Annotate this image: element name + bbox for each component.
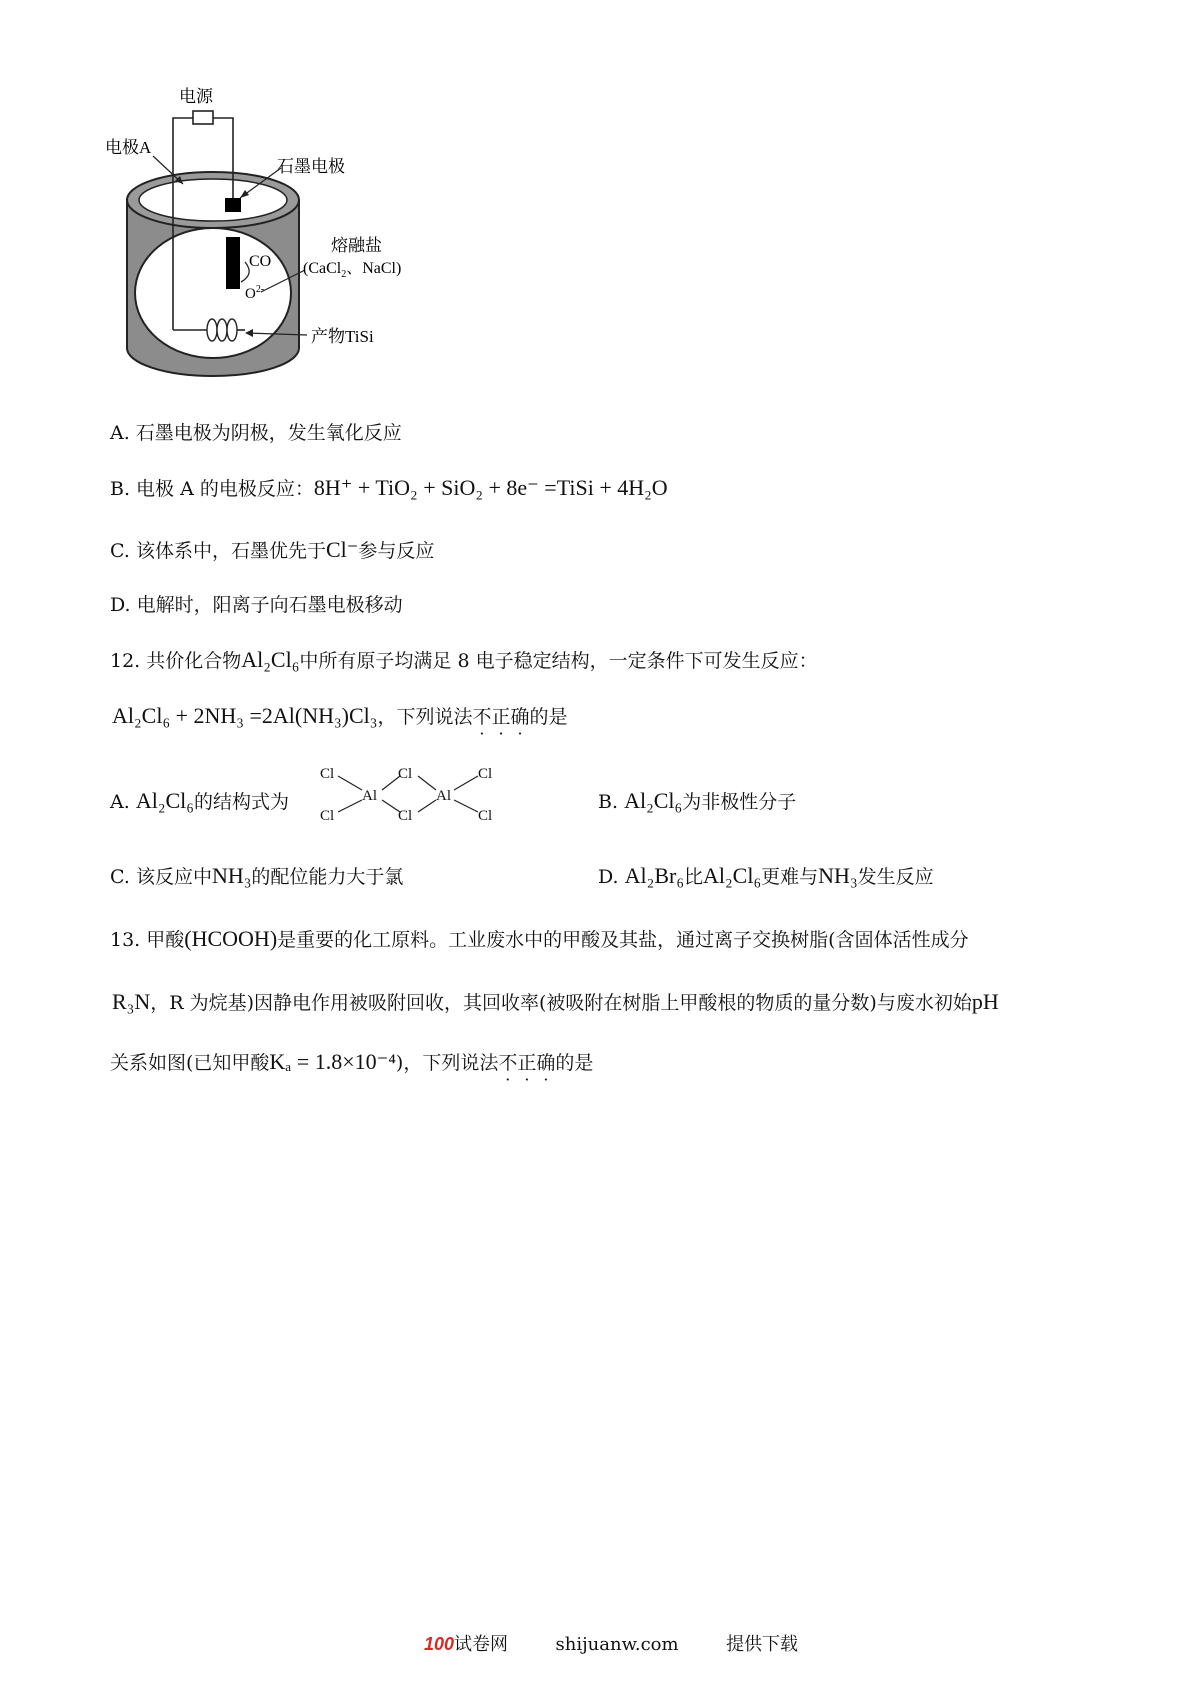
graphite-electrode-top [225,198,241,212]
q13-line-1 [110,925,969,952]
q11-option-c-ion: Cl⁻ [325,537,359,562]
struct-cl-1: Cl [320,766,335,782]
struct-al-1: Al [362,788,377,804]
graphite-electrode [226,237,240,289]
label-co: CO [249,253,272,270]
q12-reaction-tail: ，下列说法 [377,706,473,728]
q12-reaction-equation: Al₂Cl₆ + 2NH₃ =2Al(NH₃)Cl₃ [112,703,378,728]
label-graphite: 石墨电极 [277,157,345,176]
q12-option-d-text-2: 更难与 [761,866,819,888]
q12-stem-suffix: 中所有原子均满足 8 电子稳定结构，一定条件下可发生反应： [299,650,818,672]
label-salt-formula: (CaCl$_2$、NaCl) [303,260,402,280]
page-footer [424,1630,798,1656]
q13-line-2-text: ，R 为烷基)因静电作用被吸附回收，其回收率(被吸附在树脂上甲酸根的物质的量分数)与废水初始 [150,992,972,1014]
q12-option-d-prefix: D. [598,866,619,888]
emphasis-char-5: 正 [517,1052,537,1074]
struct-cl-4: Cl [398,808,413,824]
q12-option-d-formula-1: Al₂Br₆ [624,863,684,888]
q12-option-a-text: 的结构式为 [193,791,289,813]
q12-option-b [598,787,796,814]
q12-option-d-formula-3: NH₃ [818,863,858,888]
label-electrode-a: 电极A [105,138,152,157]
product-tisi [207,319,237,341]
q13-line-3-text: 关系如图(已知甲酸 [110,1052,270,1074]
emphasis-char-6: 确 [536,1052,556,1074]
q12-option-a [110,787,289,814]
q12-stem-prefix: 12. 共价化合物 [110,650,242,672]
q12-reaction [112,702,568,729]
q12-option-d-text-3: 发生反应 [857,866,934,888]
q12-option-c-prefix: C. 该反应中 [110,866,212,888]
site-logo: 100 [424,1634,455,1654]
footer-note: 提供下载 [726,1634,799,1655]
struct-cl-5: Cl [478,766,493,782]
q13-line-2-formula: R₃N [112,989,151,1014]
q11-option-a: A. 石墨电极为阴极，发生氧化反应 [110,422,402,444]
struct-al-2: Al [436,788,451,804]
cylinder-opening [139,179,287,221]
struct-cl-2: Cl [320,808,335,824]
q11-option-b-prefix: B. 电极 A 的电极反应： [110,478,314,500]
q13-line-3-formula: Kₐ = 1.8×10⁻⁴ [269,1049,396,1074]
q13-line-2 [112,988,999,1015]
q13-line-3-end: 的是 [555,1052,594,1074]
al2cl6-structure [318,762,528,826]
emphasis-char-4: 不 [498,1052,518,1074]
power-source [193,111,213,124]
label-o2: $O^{2-}$ [245,284,265,302]
q12-option-b-text: 为非极性分子 [682,791,797,813]
emphasis-char-1: 不 [472,706,492,728]
q13-line-3-tail: )，下列说法 [395,1052,499,1074]
q12-option-c-formula: NH₃ [211,863,252,888]
q11-option-c-prefix: C. 该体系中，石墨优先于 [110,540,326,562]
q12-option-a-prefix: A. [110,791,130,813]
q12-reaction-end: 的是 [529,706,568,728]
footer-site-name: 试卷网 [454,1634,509,1655]
q11-option-c [110,536,434,563]
emphasis-char-2: 正 [491,706,511,728]
q11-option-c-suffix: 参与反应 [358,540,435,562]
q13-line-1-formula: (HCOOH) [184,926,278,951]
q12-stem-formula: Al₂Cl₆ [241,647,300,672]
q12-option-a-formula: Al₂Cl₆ [135,788,194,813]
q12-option-c-text: 的配位能力大于氯 [251,866,404,888]
q12-option-c [110,862,403,889]
q12-option-d-formula-2: Al₂Cl₆ [703,863,762,888]
label-salt: 熔融盐 [331,236,382,255]
q13-line-2-end: pH [971,989,999,1014]
q13-line-1-text: 是重要的化工原料。工业废水中的甲酸及其盐，通过离子交换树脂(含固体活性成分 [277,929,969,951]
q12-stem [110,646,818,673]
q12-option-d-text-1: 比 [684,866,704,888]
q12-option-b-formula: Al₂Cl₆ [624,788,683,813]
footer-url[interactable]: shijuanw.com [555,1634,679,1655]
struct-cl-3: Cl [398,766,413,782]
label-power: 电源 [179,87,213,106]
struct-cl-6: Cl [478,808,493,824]
q13-line-3 [110,1048,593,1075]
label-product: 产物TiSi [311,327,374,346]
q12-option-d [598,862,934,889]
q11-option-d: D. 电解时，阳离子向石墨电极移动 [110,594,403,616]
q13-line-1-prefix: 13. 甲酸 [110,929,185,951]
electrolysis-diagram [95,80,475,410]
q11-option-b [110,474,668,501]
emphasis-char-3: 确 [510,706,530,728]
q11-option-b-equation: 8H⁺ + TiO₂ + SiO₂ + 8e⁻ =TiSi + 4H₂O [313,475,668,500]
q12-option-b-prefix: B. [598,791,619,813]
